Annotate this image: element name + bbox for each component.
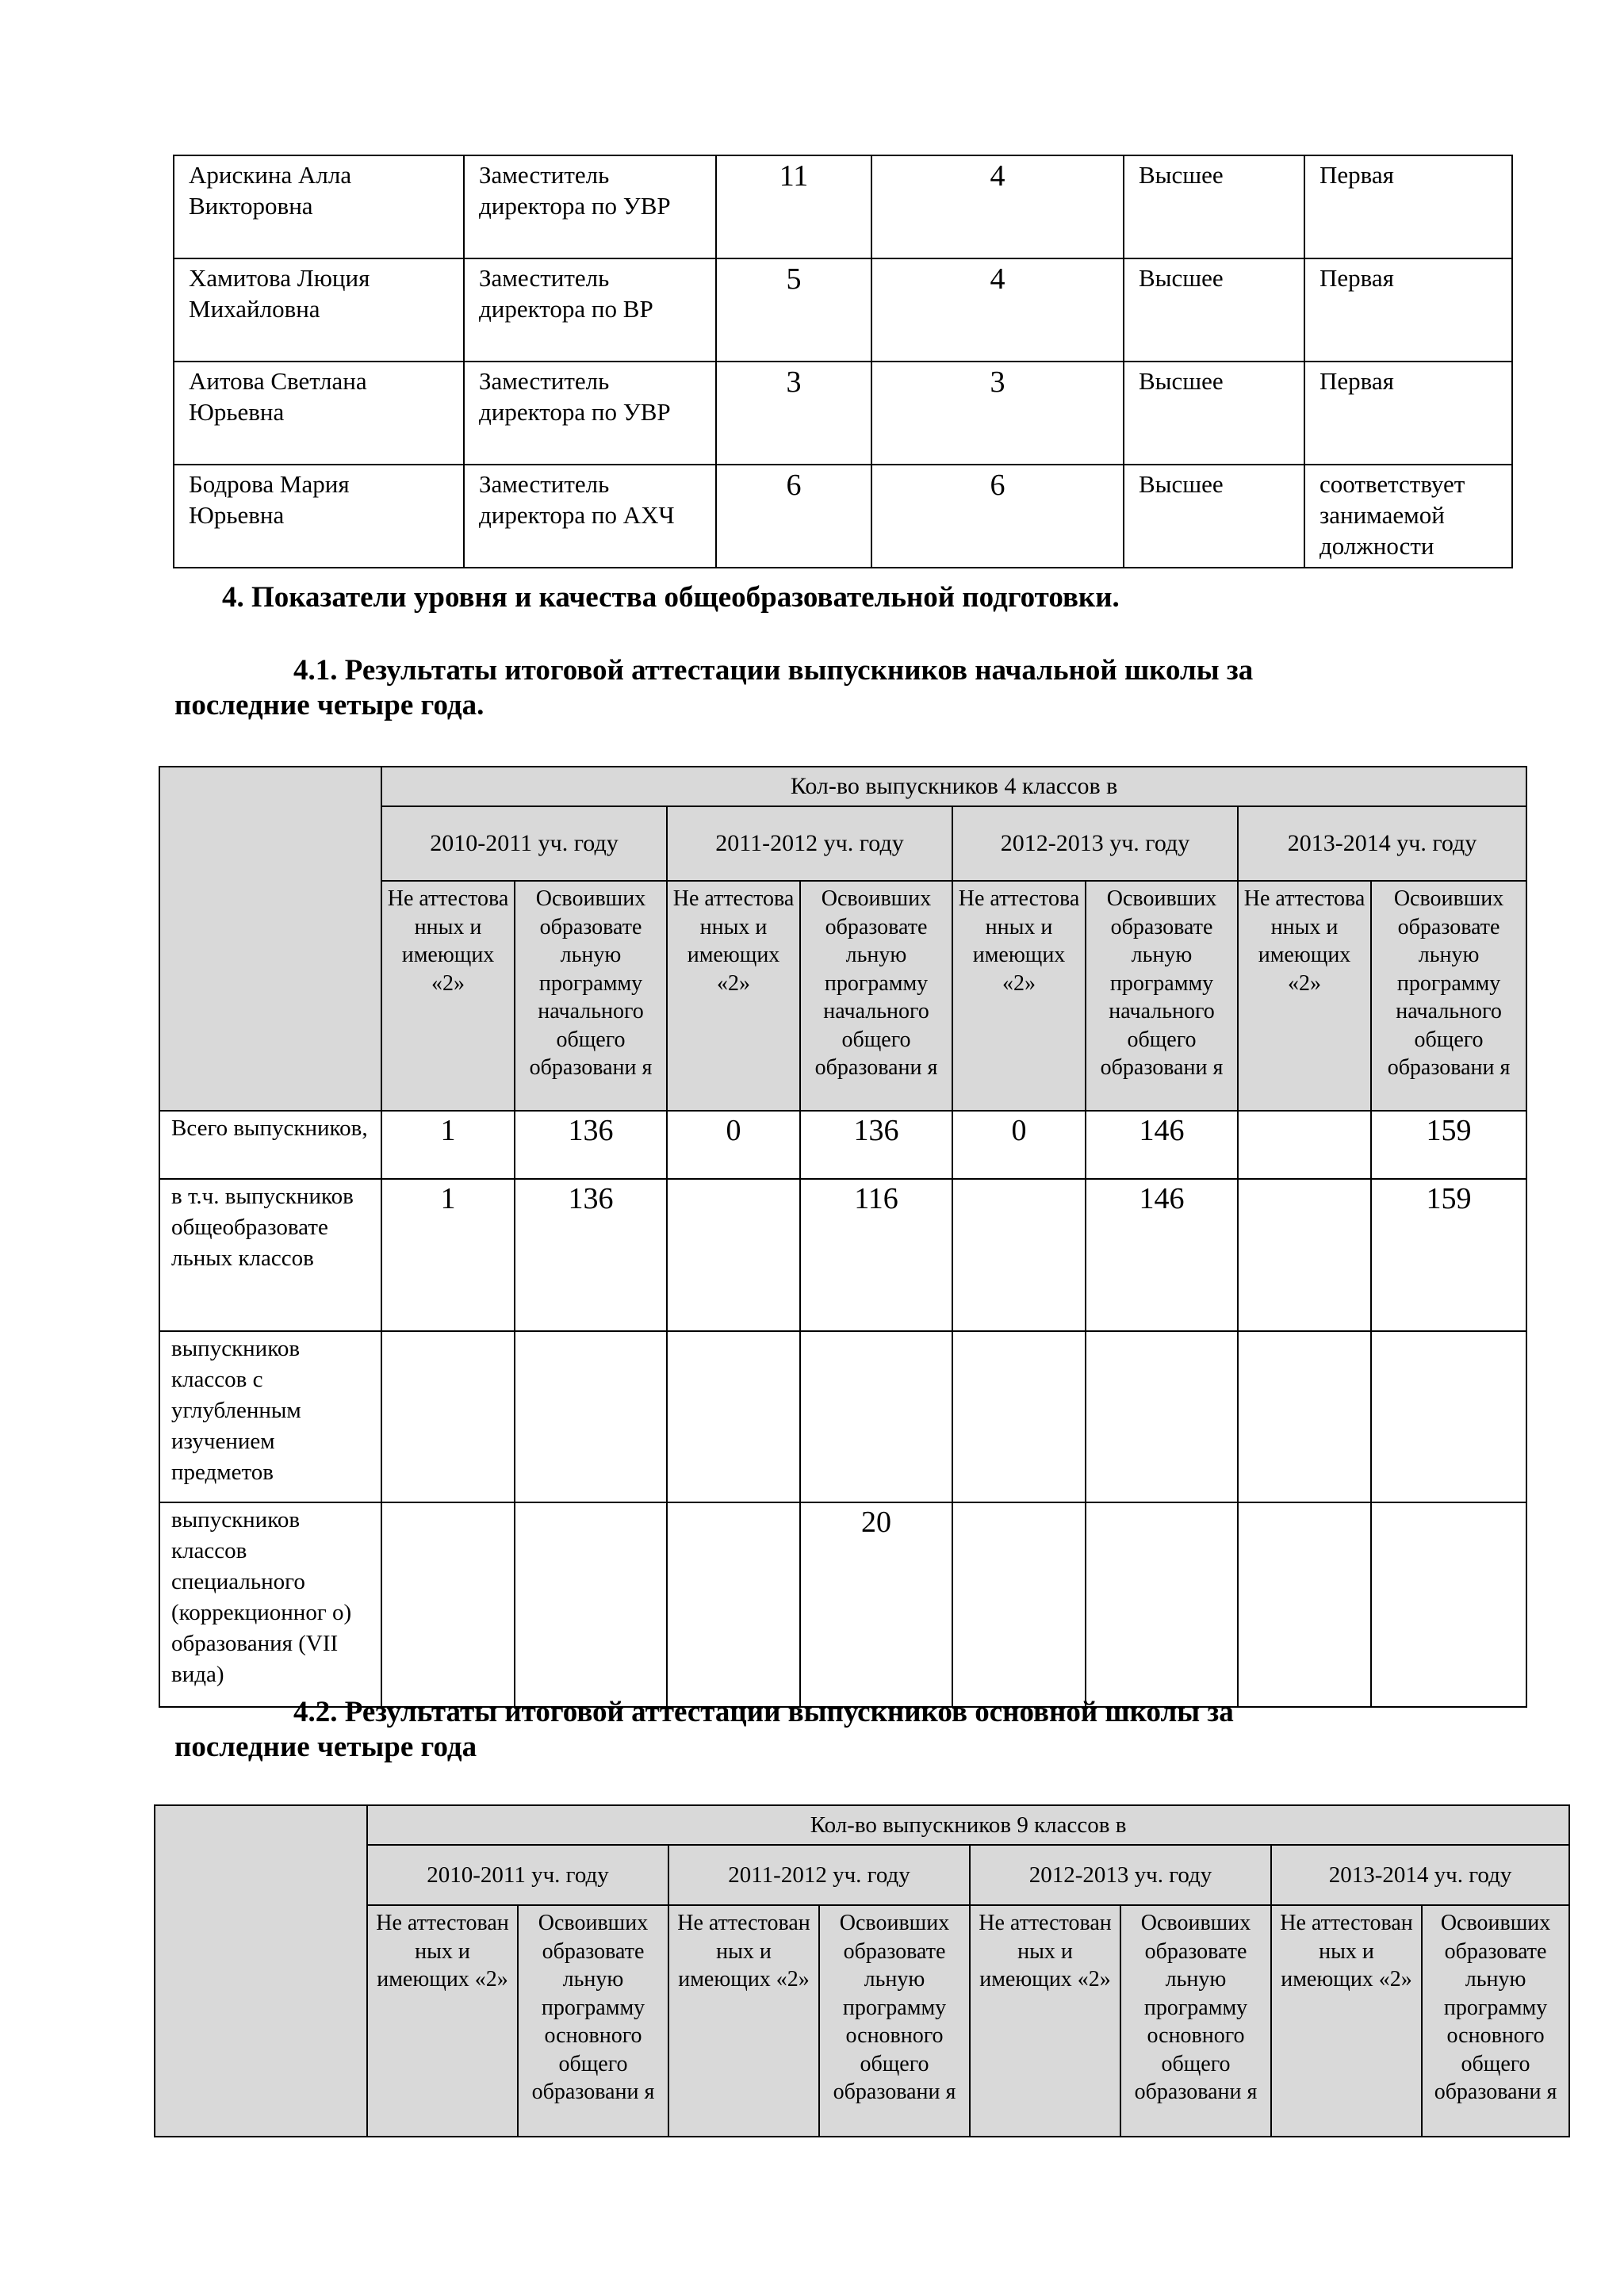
year-header: 2011-2012 уч. году xyxy=(668,1845,970,1905)
value-cell xyxy=(1238,1502,1371,1707)
value-cell xyxy=(515,1331,667,1502)
corner-cell xyxy=(159,767,381,1111)
staff-name: Бодрова Мария Юрьевна xyxy=(174,465,464,568)
value-cell xyxy=(667,1502,800,1707)
staff-col3: 5 xyxy=(716,258,871,362)
section-4-2-title xyxy=(174,1695,1522,1765)
value-cell xyxy=(952,1502,1086,1707)
primary-results-table xyxy=(159,766,1527,1708)
subheader-mastered: Освоивших образовате льную программу основного общего образовани я xyxy=(518,1905,668,2137)
subheader-not-attested: Не аттестован ных и имеющих «2» xyxy=(970,1905,1120,2137)
value-cell xyxy=(952,1331,1086,1502)
staff-row xyxy=(174,465,1512,568)
year-header: 2010-2011 уч. году xyxy=(381,806,667,881)
section-4-2-title-line2: последние четыре года xyxy=(174,1731,477,1763)
year-header: 2010-2011 уч. году xyxy=(367,1845,668,1905)
value-cell xyxy=(381,1331,515,1502)
subheader-mastered: Освоивших образовате льную программу начального общего образовани я xyxy=(515,881,667,1111)
staff-row xyxy=(174,155,1512,258)
staff-col4: 4 xyxy=(871,155,1124,258)
value-cell xyxy=(381,1502,515,1707)
table-caption: Кол-во выпускников 9 классов в xyxy=(367,1805,1569,1845)
staff-category: Первая xyxy=(1304,155,1512,258)
staff-position: Заместитель директора по УВР xyxy=(464,362,716,465)
subheader-mastered: Освоивших образовате льную программу начального общего образовани я xyxy=(800,881,952,1111)
staff-position: Заместитель директора по АХЧ xyxy=(464,465,716,568)
section-4-1-title xyxy=(174,653,1522,723)
staff-table xyxy=(173,155,1513,568)
subheader-not-attested: Не аттестован ных и имеющих «2» xyxy=(1271,1905,1422,2137)
staff-row xyxy=(174,362,1512,465)
staff-col3: 11 xyxy=(716,155,871,258)
staff-col3: 6 xyxy=(716,465,871,568)
corner-cell xyxy=(155,1805,367,2137)
staff-category: Первая xyxy=(1304,258,1512,362)
subheader-mastered: Освоивших образовате льную программу основного общего образовани я xyxy=(1422,1905,1569,2137)
value-cell: 136 xyxy=(800,1111,952,1179)
table-row xyxy=(159,1502,1526,1707)
staff-row xyxy=(174,258,1512,362)
value-cell xyxy=(667,1331,800,1502)
year-header: 2013-2014 уч. году xyxy=(1271,1845,1569,1905)
section-4-1-title-line2: последние четыре года. xyxy=(174,689,485,721)
value-cell: 0 xyxy=(667,1111,800,1179)
value-cell: 146 xyxy=(1086,1111,1238,1179)
subheader-mastered: Освоивших образовате льную программу начального общего образовани я xyxy=(1086,881,1238,1111)
subheader-not-attested: Не аттестова нных и имеющих «2» xyxy=(952,881,1086,1111)
year-header: 2013-2014 уч. году xyxy=(1238,806,1526,881)
subheader-not-attested: Не аттестован ных и имеющих «2» xyxy=(367,1905,518,2137)
value-cell xyxy=(667,1179,800,1331)
value-cell xyxy=(1086,1331,1238,1502)
value-cell: 1 xyxy=(381,1179,515,1331)
staff-col4: 3 xyxy=(871,362,1124,465)
table-row xyxy=(159,1331,1526,1502)
value-cell xyxy=(1371,1331,1526,1502)
staff-education: Высшее xyxy=(1124,465,1304,568)
value-cell xyxy=(1238,1331,1371,1502)
value-cell xyxy=(1086,1502,1238,1707)
value-cell: 159 xyxy=(1371,1179,1526,1331)
year-header: 2012-2013 уч. году xyxy=(952,806,1238,881)
basic-results-table xyxy=(154,1804,1570,2137)
subheader-mastered: Освоивших образовате льную программу основного общего образовани я xyxy=(1120,1905,1271,2137)
value-cell: 136 xyxy=(515,1111,667,1179)
subheader-not-attested: Не аттестова нных и имеющих «2» xyxy=(1238,881,1371,1111)
staff-education: Высшее xyxy=(1124,362,1304,465)
staff-position: Заместитель директора по ВР xyxy=(464,258,716,362)
staff-name: Арискина Алла Викторовна xyxy=(174,155,464,258)
value-cell xyxy=(1238,1111,1371,1179)
value-cell xyxy=(1238,1179,1371,1331)
subheader-not-attested: Не аттестова нных и имеющих «2» xyxy=(381,881,515,1111)
staff-position: Заместитель директора по УВР xyxy=(464,155,716,258)
subheader-not-attested: Не аттестован ных и имеющих «2» xyxy=(668,1905,819,2137)
value-cell: 159 xyxy=(1371,1111,1526,1179)
subheader-mastered: Освоивших образовате льную программу основного общего образовани я xyxy=(819,1905,970,2137)
subheader-not-attested: Не аттестова нных и имеющих «2» xyxy=(667,881,800,1111)
row-label: выпускников классов специального (коррекционног о) образования (VII вида) xyxy=(159,1502,381,1707)
table-caption: Кол-во выпускников 4 классов в xyxy=(381,767,1526,806)
value-cell xyxy=(800,1331,952,1502)
row-label: в т.ч. выпускников общеобразовате льных классов xyxy=(159,1179,381,1331)
value-cell: 0 xyxy=(952,1111,1086,1179)
year-header: 2011-2012 уч. году xyxy=(667,806,952,881)
value-cell xyxy=(1371,1502,1526,1707)
value-cell: 116 xyxy=(800,1179,952,1331)
table-row xyxy=(159,1179,1526,1331)
staff-col3: 3 xyxy=(716,362,871,465)
section-4-2-title-line1: 4.2. Результаты итоговой аттестации выпускников основной школы за xyxy=(293,1696,1234,1728)
staff-name: Аитова Светлана Юрьевна xyxy=(174,362,464,465)
value-cell: 136 xyxy=(515,1179,667,1331)
value-cell: 146 xyxy=(1086,1179,1238,1331)
value-cell: 20 xyxy=(800,1502,952,1707)
section-4-title: 4. Показатели уровня и качества общеобразовательной подготовки. xyxy=(222,581,1120,614)
staff-education: Высшее xyxy=(1124,258,1304,362)
staff-col4: 6 xyxy=(871,465,1124,568)
year-header: 2012-2013 уч. году xyxy=(970,1845,1271,1905)
staff-category: Первая xyxy=(1304,362,1512,465)
subheader-mastered: Освоивших образовате льную программу начального общего образовани я xyxy=(1371,881,1526,1111)
value-cell xyxy=(952,1179,1086,1331)
staff-education: Высшее xyxy=(1124,155,1304,258)
table-row xyxy=(159,1111,1526,1179)
value-cell: 1 xyxy=(381,1111,515,1179)
staff-category: соответствует занимаемой должности xyxy=(1304,465,1512,568)
staff-col4: 4 xyxy=(871,258,1124,362)
section-4-1-title-line1: 4.1. Результаты итоговой аттестации выпускников начальной школы за xyxy=(293,654,1254,687)
row-label: выпускников классов с углубленным изучением предметов xyxy=(159,1331,381,1502)
value-cell xyxy=(515,1502,667,1707)
row-label: Всего выпускников, xyxy=(159,1111,381,1179)
staff-name: Хамитова Люция Михайловна xyxy=(174,258,464,362)
